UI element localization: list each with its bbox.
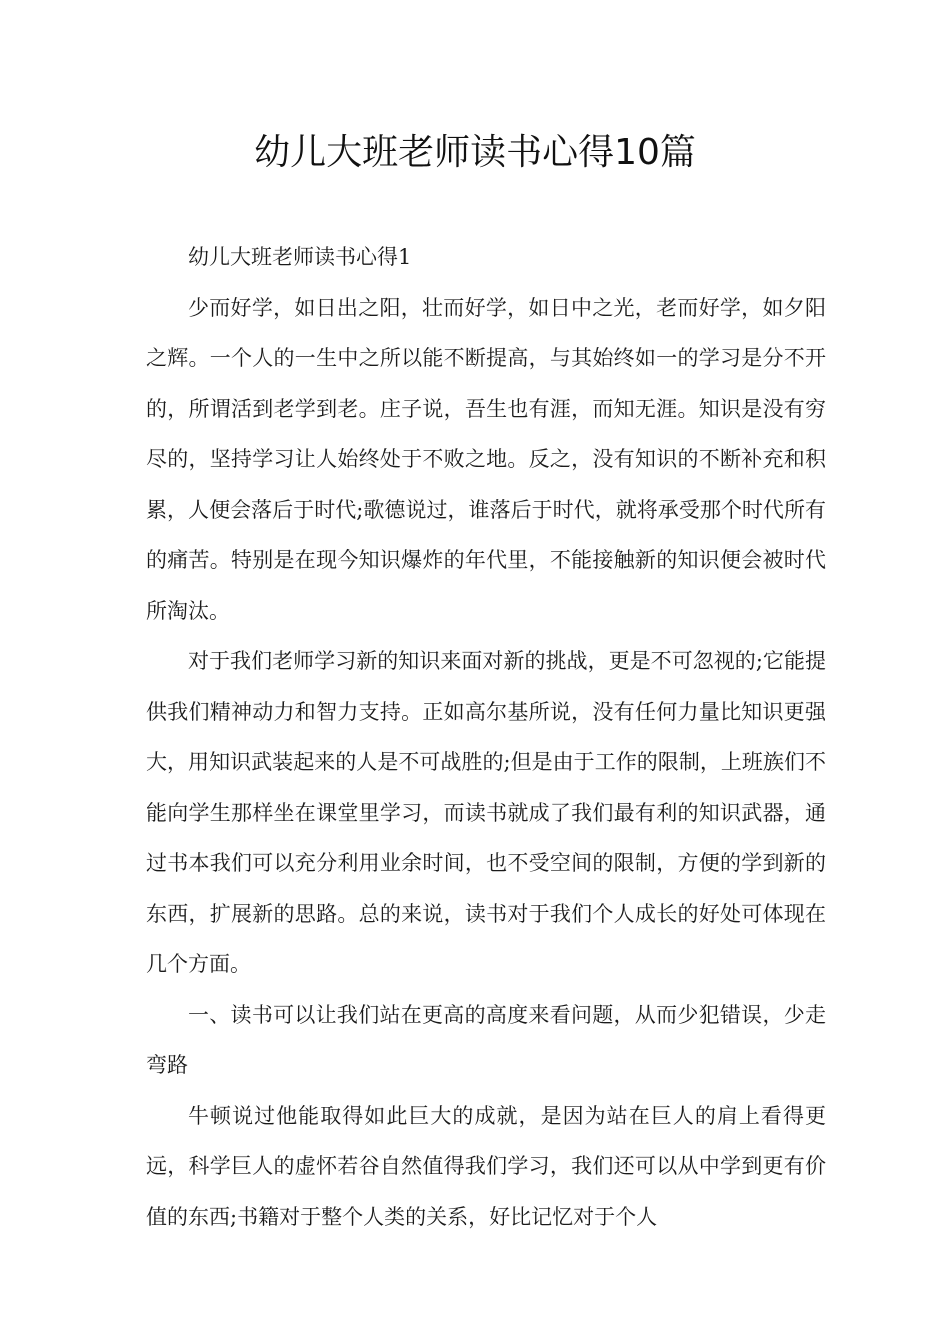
document-body bbox=[146, 232, 826, 1242]
paragraph-2: 对于我们老师学习新的知识来面对新的挑战，更是不可忽视的;它能提供我们精神动力和智力支持。正如高尔基所说，没有任何力量比知识更强大，用知识武装起来的人是不可战胜的;但是由于工作的限制，上班族们不能向学生那样坐在课堂里学习，而读书就成了我们最有利的知识武器，通过书本我们可以充分利用业余时间，也不受空间的限制，方便的学到新的东西，扩展新的思路。总的来说，读书对于我们个人成长的好处可体现在几个方面。 bbox=[146, 649, 826, 976]
paragraph-4: 牛顿说过他能取得如此巨大的成就，是因为站在巨人的肩上看得更远，科学巨人的虚怀若谷自然值得我们学习，我们还可以从中学到更有价值的东西;书籍对于整个人类的关系，好比记忆对于个人 bbox=[146, 1103, 826, 1229]
paragraph-1: 少而好学，如日出之阳，壮而好学，如日中之光，老而好学，如夕阳之辉。一个人的一生中之所以能不断提高，与其始终如一的学习是分不开的，所谓活到老学到老。庄子说，吾生也有涯，而知无涯。知识是没有穷尽的，坚持学习让人始终处于不败之地。反之，没有知识的不断补充和积累，人便会落后于时代;歌德说过，谁落后于时代，就将承受那个时代所有的痛苦。特别是在现今知识爆炸的年代里，不能接触新的知识便会被时代所淘汰。 bbox=[146, 295, 826, 623]
section-subheading: 幼儿大班老师读书心得1 bbox=[188, 245, 412, 269]
paragraph-3: 一、读书可以让我们站在更高的高度来看问题，从而少犯错误，少走弯路 bbox=[146, 1002, 826, 1077]
document-title: 幼儿大班老师读书心得10篇 bbox=[254, 132, 696, 173]
